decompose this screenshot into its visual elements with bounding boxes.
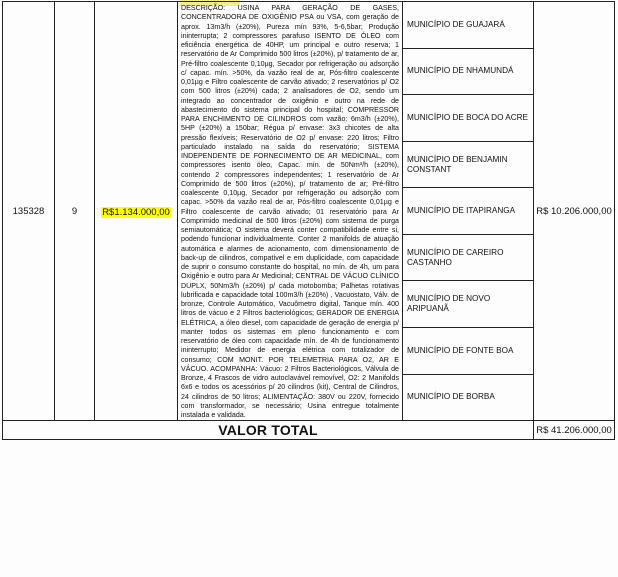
total-value: R$ 41.206.000,00 xyxy=(534,421,615,440)
table-row xyxy=(3,2,615,49)
item-quantity: 9 xyxy=(55,2,95,421)
municipality-careiro-castanho: MUNICÍPIO DE CAREIRO CASTANHO xyxy=(403,234,534,281)
unit-value: R$1.134.000,00 xyxy=(102,207,170,219)
total-row xyxy=(3,421,615,440)
municipality-novo-aripuana: MUNICÍPIO DE NOVO ARIPUANÃ xyxy=(403,281,534,328)
total-label: VALOR TOTAL xyxy=(3,421,534,440)
municipality-benjamin-constant: MUNICÍPIO DE BENJAMIN CONSTANT xyxy=(403,141,534,188)
municipality-guajara: MUNICÍPIO DE GUAJARÁ xyxy=(403,2,534,49)
municipality-fonte-boa: MUNICÍPIO DE FONTE BOA xyxy=(403,328,534,375)
municipality-itapiranga: MUNICÍPIO DE ITAPIRANGA xyxy=(403,188,534,235)
items-table xyxy=(2,1,615,440)
item-description: DESCRIÇÃO: USINA PARA GERAÇÃO DE GASES, CONCENTRADORA DE OXIGÊNIO PSA ou VSA, com geração de aprox. 13m3/h (±20%), Pureza mín 93%, 5-6,5bar; Produção ininterrupta; 2 compressores parafuso ISENTO DE ÓLEO com eficiência energética de 40HP, um principal e outro reserva; 1 reservatório de Ar Comprimido 500 litros (±20%), p/ tratamento de ar, Pré-filtro coalescente 0,10µg, Secador por refrigeração ou adsorção c/ capac. mín. >50%, da vazão real de ar, Pós-filtro coalescente 0,01µg e Filtro coalescente de carvão ativado; 2 reservatórios p/ O2 com 500 litros (±20%) cada; 2 analisadores de O2, sendo um integrado ao concentrador de oxigênio e outro na rede de abastecimento do sistema principal do hospital; COMPRESSOR PARA ENCHIMENTO DE CILINDROS com vazão: 6m3/h (±20%), 5HP (±20%) a 150bar; Régua p/ envase: 3x3 chicotes de alta pressão flexíveis; Reservatório de O2 p/ envase: 220 litros; Filtro particulado instalado na saída do reservatório; SISTEMA INDEPENDENTE DE FORNECIMENTO DE AR MEDICINAL, com compressores isento óleo, Capac. mín. de 50Nm³/h (±20%), contendo 2 compressores independentes; 1 reservatório de Ar Comprimido de 500 litros (±20%), p/ tratamento de ar; Pré-filtro coalescente 0,10µg, Secador por refrigeração ou adsorção com capac. >50% da vazão real de ar, Pós-filtro coalescente 0,01µg e Filtro coalescente de carvão ativado; 01 reservatório para Ar Comprimido medicinal de 500 litros (±20%) com sistema de purga semiautomática; O sistema deverá conter compatibilidade entre si, podendo funcionar individualmente. Conter 2 manifolds de atuação automática e alarmes de acionamento, com dimensionamento de back-up de cilindros, compatível e em duplicidade, com capacidade de suprir o consumo constante do hospital, no mín. de 4h, um para Oxigênio e outro para Ar Medicinal; CENTRAL DE VÁCUO CLÍNICO DUPLX, 50Nm3/h (±20%) p/ cada motobomba; Palhetas rotativas lubrificada e capacidade total 100m3/h (±20%) , Vacuostato, Válv. de bronze, Controle Automático, Vacuômetro digital, Tanque mín. 400 litros de vácuo e 2 Filtros bacteriológicos; GERADOR DE ENERGIA ELÉTRICA, a óleo diesel, com capacidade de geração de energia p/ manter todos os sistemas em pleno funcionamento e com reservatório de óleo com capacidade mín. de 4h de funcionamento ininterrupto; Medidor de energia elétrica com totalizador de consumo; COM MONIT. POR TELEMETRIA PARA O2, AR E VÁCUO. ACOMPANHA: Vácuo: 2 Filtros Bacteriológicos, Válvula de Bronze, 4 Frascos de vidro autoclavável removível, O2: 2 Manifolds 6x6 e todos os acessórios p/ 20 cilindros (kit), Central de Cilindros, 24 cilindros de 50 litros; ALIMENTAÇÃO: 380V ou 220V, fornecido com transformador, se necessário; Usina entregue totalmente instalada e validada. xyxy=(178,2,403,421)
unit-value-cell xyxy=(95,2,178,421)
subtotal-value: R$ 10.206.000,00 xyxy=(534,2,615,421)
municipality-nhamunda: MUNICÍPIO DE NHAMUNDÁ xyxy=(403,48,534,95)
municipality-borba: MUNICÍPIO DE BORBA xyxy=(403,374,534,421)
item-code: 135328 xyxy=(3,2,55,421)
municipality-boca-do-acre: MUNICÍPIO DE BOCA DO ACRE xyxy=(403,95,534,142)
